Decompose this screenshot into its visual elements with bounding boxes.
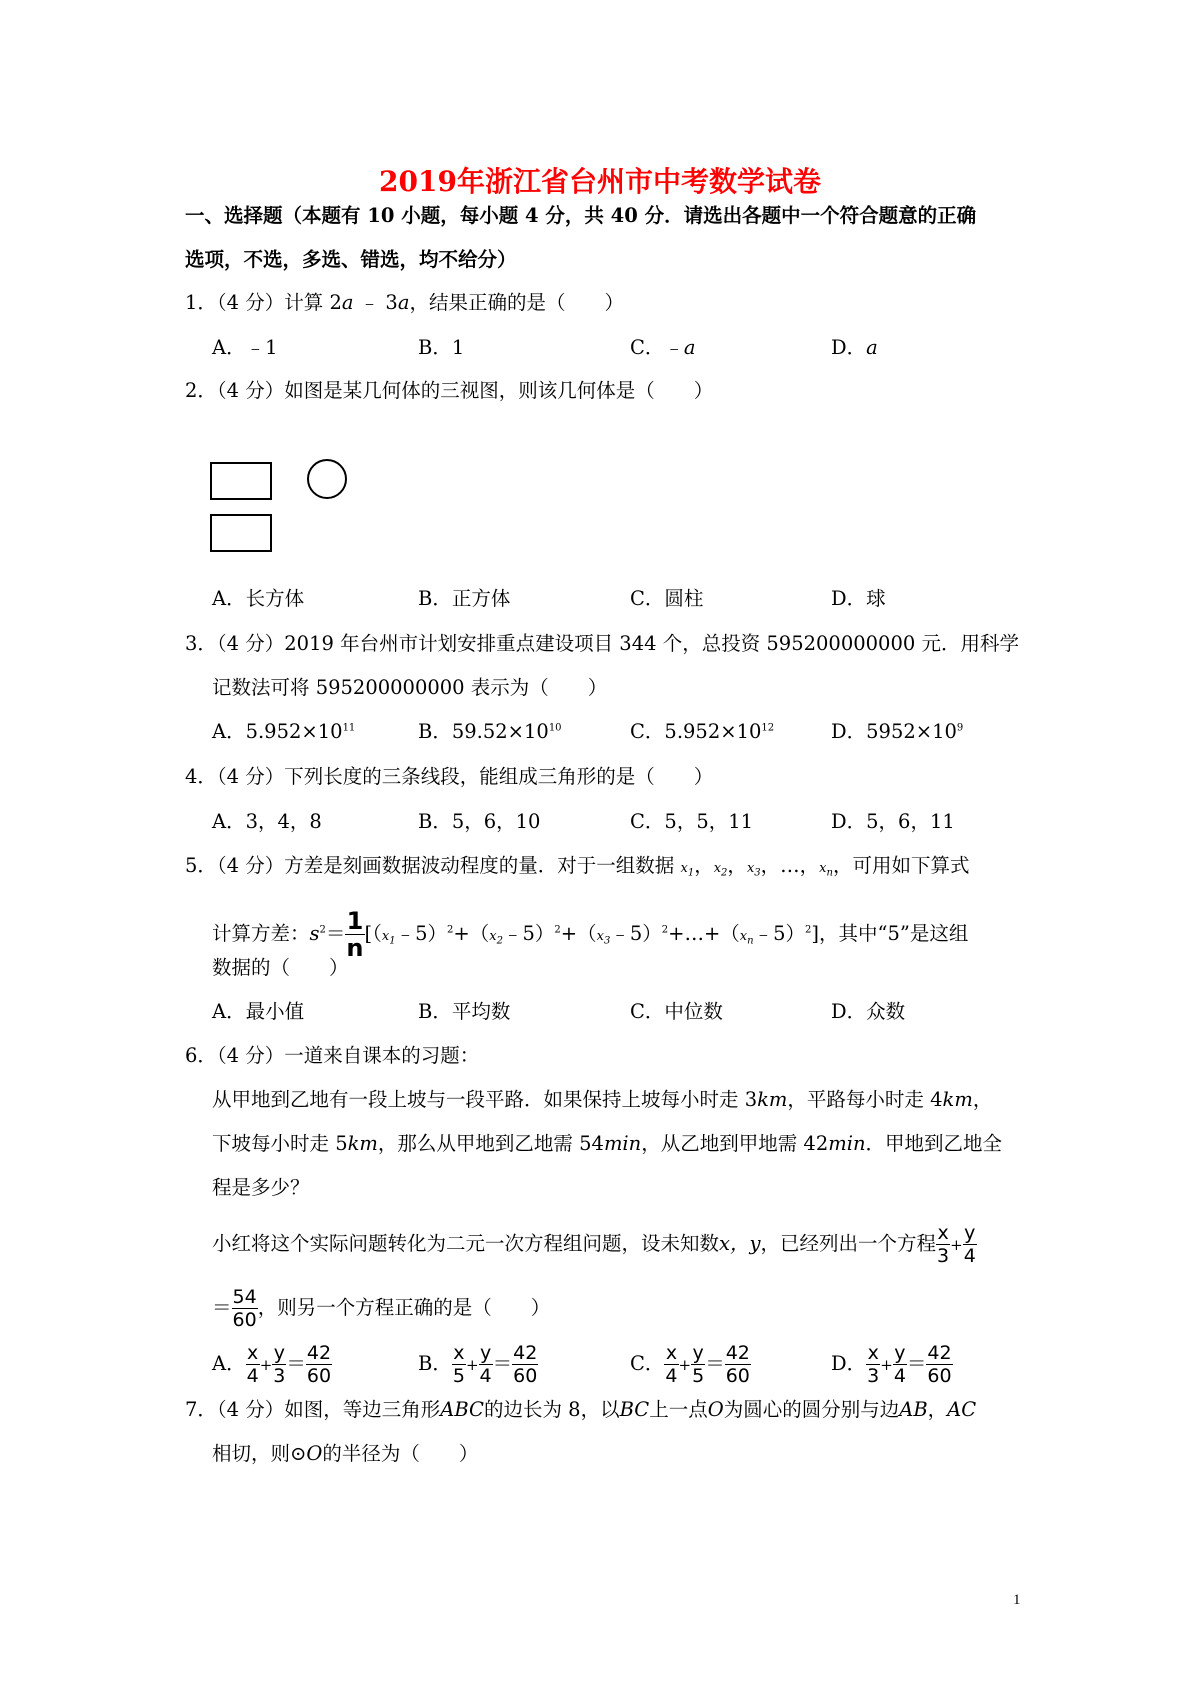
question-5-option-d: D．众数 (831, 1000, 906, 1023)
question-3-line-2: 记数法可将 595200000000 表示为（ ） (212, 676, 608, 699)
question-7-line-1: 7．（4 分）如图，等边三角形ABC的边长为 8，以BC上一点O为圆心的圆分别与边AB，AC (185, 1398, 977, 1421)
question-4-option-a: A．3，4，8 (212, 810, 322, 833)
given-equation-x-fraction: $\frac{x}{3}$ (937, 1222, 950, 1267)
question-3-line-1: 3．（4 分）2019 年台州市计划安排重点建设项目 344 个，总投资 595200000000 元．用科学 (185, 632, 1019, 655)
top-view-rectangle (211, 515, 271, 551)
question-5-option-b: B．平均数 (418, 1000, 511, 1023)
question-3-option-b: B．$59.52\times 10^{10}$ (418, 720, 562, 743)
given-equation-y-fraction: $\frac{y}{4}$ (963, 1222, 976, 1267)
question-5-line-3: 数据的（ ） (212, 956, 349, 979)
question-7-line-2: 相切，则⊙O的半径为（ ） (212, 1442, 479, 1465)
question-6-option-d: D． $\frac{x}{3}$ + $\frac{y}{4}$ ＝ $\frac{42}{60}$ (831, 1342, 952, 1387)
question-5-option-c: C．中位数 (630, 1000, 723, 1023)
question-6-option-a: A． $\frac{x}{4}$ + $\frac{y}{3}$ ＝ $\frac{42}{60}$ (212, 1342, 332, 1387)
question-1-option-a: A．﹣1 (212, 336, 278, 359)
front-view-rectangle (211, 463, 271, 499)
question-3-option-a: A．$5.952\times 10^{11}$ (212, 720, 356, 743)
exam-title: 2019年浙江省台州市中考数学试卷 (379, 165, 821, 198)
question-5-line-1: 5．（4 分）方差是刻画数据波动程度的量．对于一组数据 $x_1$，$x_2$，$x_3$，…，$x_n$，可用如下算式 (185, 854, 970, 879)
question-6-option-c: C． $\frac{x}{4}$ + $\frac{y}{5}$ ＝ $\frac{42}{60}$ (630, 1342, 750, 1387)
question-6-paragraph-4: 小红将这个实际问题转化为二元一次方程组问题，设未知数x，y，已经列出一个方程 $\frac{x}{3}$ + $\frac{y}{4}$ (212, 1222, 976, 1267)
question-2-option-b: B．正方体 (418, 587, 511, 610)
variance-fraction: $\frac{1}{n}$ (346, 907, 364, 962)
question-1-option-c: C．﹣a (630, 336, 696, 359)
question-3-option-d: D．$5952\times 10^9$ (831, 720, 964, 743)
section-heading-line-2: 选项，不选，多选、错选，均不给分） (185, 248, 517, 271)
question-1-option-b: B．1 (418, 336, 465, 359)
three-view-figure (205, 457, 355, 557)
question-6-paragraph-1: 从甲地到乙地有一段上坡与一段平路．如果保持上坡每小时走 3km，平路每小时走 4km， (212, 1088, 993, 1111)
section-heading-line-1: 一、选择题（本题有 10 小题，每小题 4 分，共 40 分．请选出各题中一个符合题意的正确 (185, 204, 977, 227)
given-equation-rhs-fraction: $\frac{54}{60}$ (232, 1286, 257, 1331)
question-6-paragraph-3: 程是多少？ (212, 1176, 310, 1199)
question-2-option-a: A．长方体 (212, 587, 305, 610)
question-2-option-d: D．球 (831, 587, 886, 610)
question-5-line-2: 计算方差：$s^2=$ $\frac{1}{n}$ $[(x_1﹣5)^2+(x_2﹣5)^2+(x_3﹣5)^2+\dots+(x_n﹣5)^2]$，其中“5”是这组 (212, 907, 969, 962)
question-6-option-b: B． $\frac{x}{5}$ + $\frac{y}{4}$ ＝ $\frac{42}{60}$ (418, 1342, 538, 1387)
question-2-stem: 2．（4 分）如图是某几何体的三视图，则该几何体是（ ） (185, 379, 714, 402)
question-4-option-d: D．5，6，11 (831, 810, 955, 833)
question-1-stem: 1．（4 分）计算 2a ﹣ 3a，结果正确的是（ ） (185, 291, 624, 314)
question-6-stem: 6．（4 分）一道来自课本的习题： (185, 1044, 480, 1067)
question-4-stem: 4．（4 分）下列长度的三条线段，能组成三角形的是（ ） (185, 765, 714, 788)
side-view-circle (308, 460, 346, 498)
question-4-option-b: B．5，6，10 (418, 810, 541, 833)
question-3-option-c: C．$5.952\times 10^{12}$ (630, 720, 775, 743)
question-1-option-d: D．a (831, 336, 878, 359)
question-5-option-a: A．最小值 (212, 1000, 305, 1023)
question-2-option-c: C．圆柱 (630, 587, 704, 610)
question-6-paragraph-5: ＝ $\frac{54}{60}$ ，则另一个方程正确的是（ ） (212, 1286, 551, 1331)
page-number: 1 (1013, 1592, 1021, 1608)
question-6-paragraph-2: 下坡每小时走 5km，那么从甲地到乙地需 54min，从乙地到甲地需 42min．甲地到乙地全 (212, 1132, 1003, 1155)
question-4-option-c: C．5，5，11 (630, 810, 754, 833)
